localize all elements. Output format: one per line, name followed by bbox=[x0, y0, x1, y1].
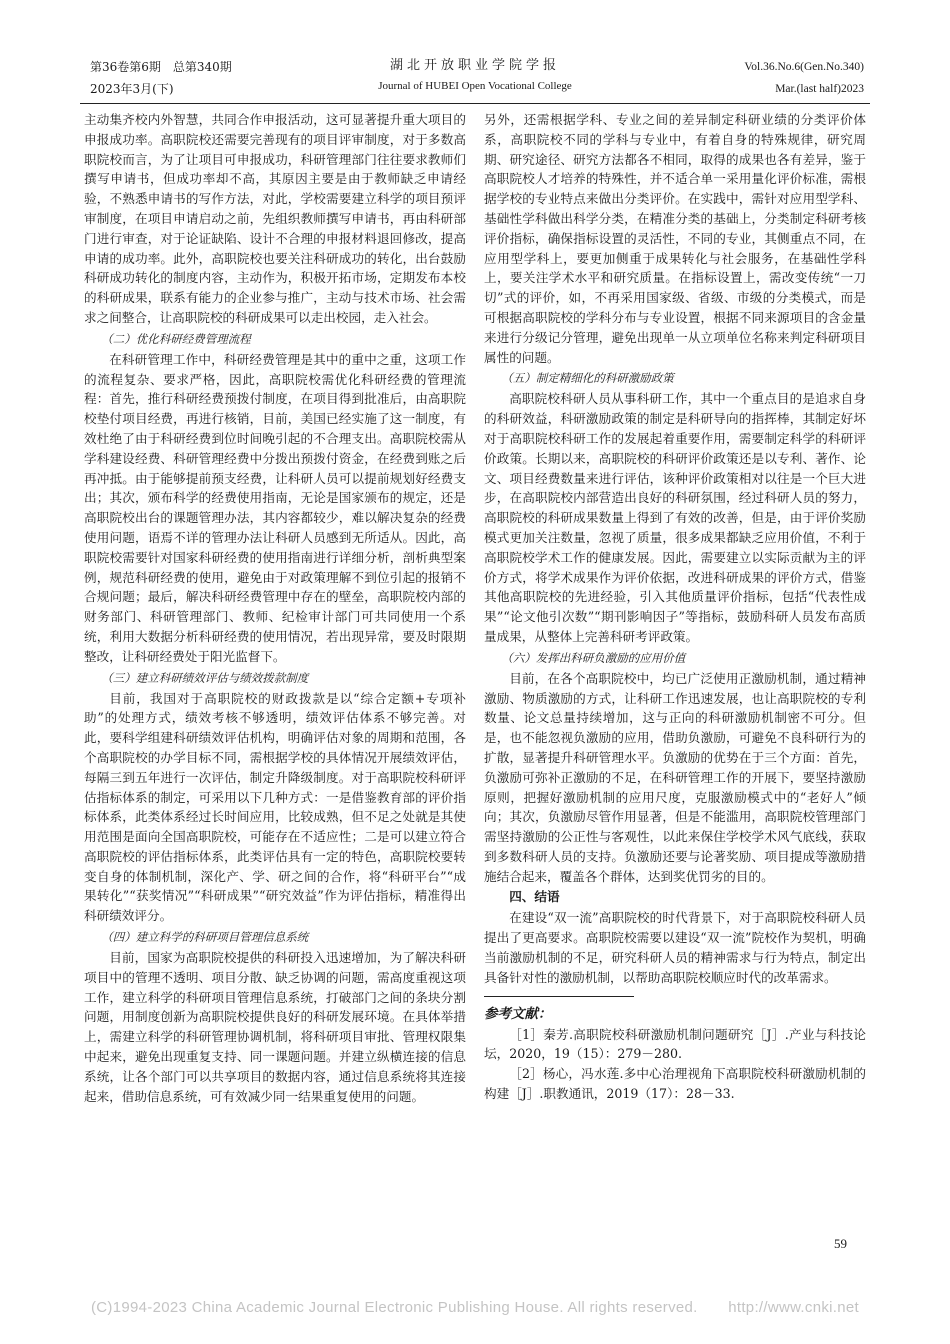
conclusion-heading: 四、结语 bbox=[509, 889, 560, 905]
copyright-footer: (C)1994-2023 China Academic Journal Electronic Publishing House. All rights reserved. http://www.cnki.net bbox=[91, 1299, 859, 1316]
date-cn: 2023年3月(下) bbox=[90, 82, 174, 96]
reference-item: ［2］杨心，冯水莲.多中心治理视角下高职院校科研激励机制的构建［J］.职教通讯，2019（17）：28－33. bbox=[484, 1066, 866, 1102]
section-heading: （五）制定精细化的科研激励政策 bbox=[501, 371, 674, 386]
right-column bbox=[484, 110, 866, 1104]
volume-issue-en: Vol.36.No.6(Gen.No.340) bbox=[744, 61, 864, 73]
header-right bbox=[744, 56, 864, 100]
page-number: 59 bbox=[834, 1236, 847, 1251]
body-paragraph: 高职院校科研人员从事科研工作，其中一个重点目的是追求自身的科研效益，科研激励政策的制定是科研导向的指挥棒，其制定好坏对于高职院校科研工作的发展起着重要作用，需要制定科学的科研评价政策。长期以来，高职院校的科研评价政策还是以专利、著作、论文、项目经费数量来进行评估，该种评价政策相对以往是一个巨大进步，在高职院校内部营造出良好的科研氛围，经过科研人员的努力，高职院校的科研成果数量上得到了有效的改善，但是，由于评价奖励模式更加关注数量，忽视了质量，很多成果都缺乏应用价值，不利于高职院校学术工作的健康发展。因此，需要建立以实际贡献为主的评价方式，将学术成果作为评价依据，改进科研成果的评价方式，借鉴其他高职院校的先进经验，引入其他质量评价指标，包括“代表性成果”“论文他引次数”“期刊影响因子”等指标，鼓励科研人员发布高质量成果，从整体上完善科研考评政策。 bbox=[484, 391, 866, 644]
section-heading: （六）发挥出科研负激励的应用价值 bbox=[501, 650, 686, 665]
references-title: 参考文献： bbox=[484, 1005, 552, 1022]
reference-item: ［1］秦芳.高职院校科研激励机制问题研究［J］.产业与科技论坛，2020，19（15）：279－280. bbox=[484, 1026, 866, 1062]
body-paragraph: 目前，国家为高职院校提供的科研投入迅速增加，为了解决科研项目中的管理不透明、项目分散、缺乏协调的问题，需高度重视这项工作，建立科学的科研项目管理信息系统，打破部门之间的条块分割问题，用制度创新为高职院校提供良好的科研发展环境。在具体举措上，需建立科学的科研管理协调机制，将科研项目审批、管理权限集中起来，避免出现重复支持、同一课题问题。并建立纵横连接的信息系统，让各个部门可以共享项目的数据内容，通过信息系统将其连接起来，借助信息系统，可有效减少同一结果重复使用的问题。 bbox=[84, 950, 466, 1104]
body-paragraph: 在科研管理工作中，科研经费管理是其中的重中之重，这项工作的流程复杂、要求严格，因此，高职院校需优化科研经费的管理流程：首先，推行科研经费预拨付制度，在项目得到批准后，由高职院校垫付项目经费，再进行核销，目前，美国已经实施了这一制度，有效杜绝了由于科研经费到位时间晚引起的不合理支出。高职院校需从学科建设经费、科研管理经费中分拨出预拨付资金，在经费到账之后再冲抵。由于能够提前预支经费，让科研人员可以提前规划好经费支出；其次，颁布科学的经费使用指南，无论是国家颁布的规定，还是高职院校出台的课题管理办法，其内容都较少，难以解决复杂的经费使用问题，语焉不详的管理办法让科研人员感到无所适从。因此，高职院校需要针对国家科研经费的使用指南进行详细分析，剖析典型案例，规范科研经费的使用，避免由于对政策理解不到位引起的报销不合规问题；最后，解决科研经费管理中存在的壁垒，高职院校内部的财务部门、科研管理部门、教师、纪检审计部门可共同使用一个系统，利用大数据分析科研经费的使用情况，若出现异常，要及时限期整改，让科研经费处于阳光监督下。 bbox=[84, 351, 466, 664]
section-heading: （四）建立科学的科研项目管理信息系统 bbox=[101, 930, 309, 945]
left-column bbox=[84, 110, 466, 1106]
journal-header bbox=[80, 48, 870, 104]
body-paragraph: 另外，还需根据学科、专业之间的差异制定科研业绩的分类评价体系，高职院校不同的学科与专业中，有着自身的特殊规律，研究周期、研究途径、研究方法都各不相同，取得的成果也各有差异，鉴于高职院校人才培养的特殊性，并不适合单一采用量化评价标准，需根据学校的专业特点来做出分类评价。在实践中，需针对应用型学科、基础性学科做出科学分类，在精准分类的基础上，分类制定科研考核评价指标，确保指标设置的灵活性，不同的专业，其侧重点不同，在应用型学科上，要更加侧重于成果转化与社会服务，在基础性学科上，要关注学术水平和研究质量。在指标设置上，需改变传统“一刀切”式的评价，如，不再采用国家级、省级、市级的分类模式，而是可根据高职院校的学科分布与专业设置，根据不同来源项目的含金量来进行分级记分管理，避免出现单一从立项单位名称来判定科研项目属性的问题。 bbox=[484, 112, 866, 365]
section-heading: （二）优化科研经费管理流程 bbox=[101, 331, 251, 346]
references bbox=[484, 996, 634, 1025]
body-paragraph: 目前，我国对于高职院校的财政拨款是以“综合定额+专项补助”的处理方式，绩效考核不够透明，绩效评估体系不够完善。对此，要科学组建科研绩效评估机构，明确评估对象的周期和范围，各个高职院校的办学目标不同，需根据学校的具体情况开展绩效评估，每隔三到五年进行一次评估，制定升降级制度。对于高职院校科研评估指标体系的制定，可采用以下几种方式：一是借鉴教育部的评价指标体系，此类体系经过长时间应用，比较成熟，但不足之处就是其使用范围是面向全国高职院校，可能存在不适应性；二是可以建立符合高职院校的评估指标体系，此类评估具有一定的特色，高职院校要转变自身的体制机制，深化产、学、研之间的合作，将“科研平台”“成果转化”“获奖情况”“科研成果”“研究效益”作为评估指标，精准得出科研绩效评分。 bbox=[84, 690, 466, 924]
journal-title-en: Journal of HUBEI Open Vocational College bbox=[378, 80, 572, 92]
body-paragraph: 目前，在各个高职院校中，均已广泛使用正激励机制，通过精神激励、物质激励的方式，让科研工作迅速发展，也让高职院校的专利数量、论文总量持续增加，这与正向的科研激励机制密不可分。但是，也不能忽视负激励的应用，借助负激励，可避免不良科研行为的扩散，显著提升科研管理水平。负激励的优势在于三个方面：首先，负激励可弥补正激励的不足，在科研管理工作的开展下，要坚持激励原则，把握好激励机制的应用尺度，克服激励模式中的“老好人”倾向；其次，负激励尽管作用显著，但是不能滥用，高职院校管理部门需坚持激励的公正性与客观性，以此来保住学校学术风气底线，获取到多数科研人员的支持。负激励还要与论著奖励、项目提成等激励措施结合起来，覆盖各个群体，达到奖优罚劣的目的。 bbox=[484, 670, 866, 884]
section-heading: （三）建立科研绩效评估与绩效拨款制度 bbox=[101, 670, 309, 685]
body-paragraph: 在建设“双一流”高职院校的时代背景下，对于高职院校科研人员提出了更高要求。高职院校需要以建设“双一流”院校作为契机，明确当前激励机制的不足，研究科研人员的精神需求与行为特点，制定出具备针对性的激励机制，以帮助高职院校顺应时代的改革需求。 bbox=[484, 910, 866, 985]
date-en: Mar.(last half)2023 bbox=[775, 83, 864, 95]
journal-title-cn: 湖北开放职业学院学报 bbox=[389, 58, 560, 73]
volume-issue-cn: 第36卷第6期 总第340期 bbox=[90, 60, 232, 74]
body-paragraph: 主动集齐校内外智慧，共同合作申报活动，这可显著提升重大项目的申报成功率。高职院校还需要完善现有的项目评审制度，对于多数高职院校而言，为了让项目可申报成功，科研管理部门往往要求教师们撰写申请书，但成功率却不高，其原因主要是由于教师缺乏申请经验，不熟悉申请书的写作方法，对此，学校需要建立科学的项目预评审制度，在项目申请启动之前，先组织教师撰写申请书，再由科研部门进行审查，对于论证缺陷、设计不合理的申报材料退回修改，提高申请的成功率。此外，高职院校也要关注科研成功的转化，出台鼓励科研成功转化的制度内容，主动作为，积极开拓市场，定期发布本校的科研成果，联系有能力的企业参与推广，主动与技术市场、社会需求之间整合，让高职院校的科研成果可以走出校园，走入社会。 bbox=[84, 112, 466, 325]
